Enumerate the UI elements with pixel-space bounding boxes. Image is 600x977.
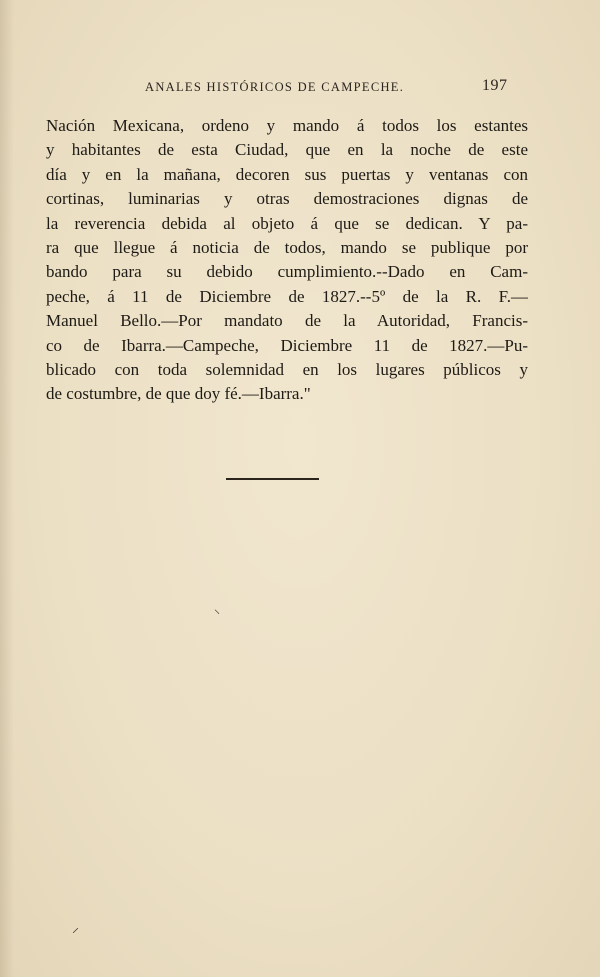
section-end-rule bbox=[226, 478, 319, 480]
page-number: 197 bbox=[482, 77, 508, 94]
body-paragraph bbox=[46, 114, 528, 407]
text-line: Nación Mexicana, ordeno y mando á todos los estantes bbox=[46, 116, 528, 135]
text-line: bando para su debido cumplimiento.--Dado en Cam- bbox=[46, 262, 528, 282]
text-line: día y en la mañana, decoren sus puertas y ventanas con bbox=[46, 164, 528, 184]
ink-speck: ⸝ bbox=[72, 921, 79, 936]
text-line: ra que llegue á noticia de todos, mando se publique por bbox=[46, 237, 528, 257]
text-line: blicado con toda solemnidad en los lugares públicos y bbox=[46, 359, 528, 379]
text-line: cortinas, luminarias y otras demostraciones dignas de bbox=[46, 189, 528, 209]
text-line: de costumbre, de que doy fé.—Ibarra." bbox=[46, 384, 311, 404]
text-line: peche, á 11 de Diciembre de 1827.--5º de la R. F.— bbox=[46, 286, 528, 306]
text-line: y habitantes de esta Ciudad, que en la noche de este bbox=[46, 140, 528, 160]
page-gutter-shadow bbox=[0, 0, 14, 977]
ink-speck: ⸜ bbox=[214, 602, 221, 616]
text-line: co de Ibarra.—Campeche, Diciembre 11 de 1827.—Pu- bbox=[46, 335, 528, 355]
text-line: Manuel Bello.—Por mandato de la Autoridad, Francis- bbox=[46, 311, 528, 331]
running-head: ANALES HISTÓRICOS DE CAMPECHE. bbox=[145, 80, 405, 94]
text-line: la reverencia debida al objeto á que se dedican. Y pa- bbox=[46, 213, 528, 233]
